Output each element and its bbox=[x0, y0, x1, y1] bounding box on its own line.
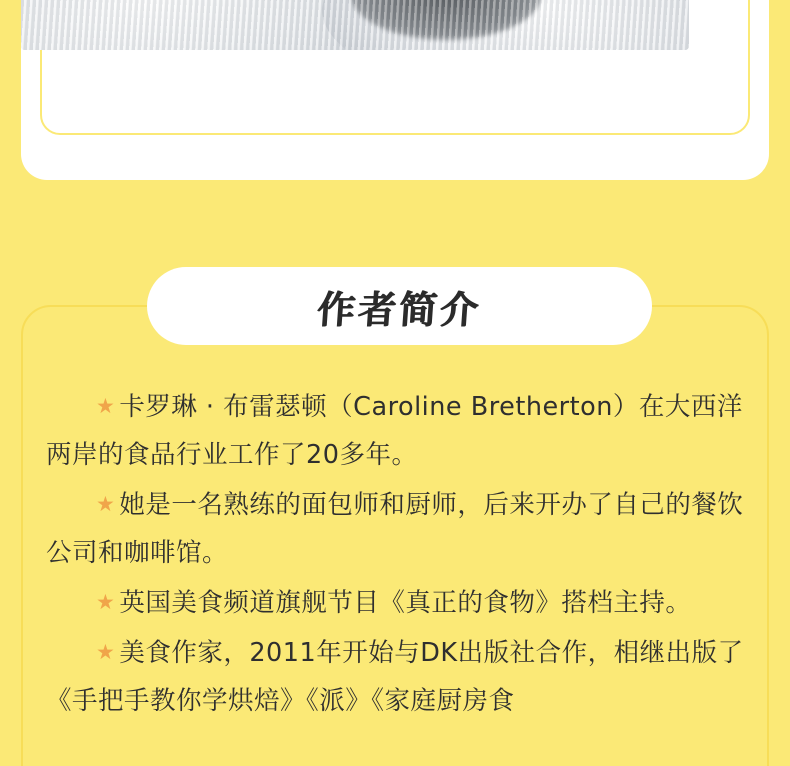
list-item-text: 英国美食频道旗舰节目《真正的食物》搭档主持。 bbox=[119, 588, 692, 618]
list-item bbox=[46, 480, 746, 577]
star-icon: ★ bbox=[96, 590, 116, 614]
list-item-text: 美食作家，2011年开始与DK出版社合作，相继出版了《手把手教你学烘焙》《派》《家庭厨房食 bbox=[46, 638, 744, 716]
author-bio-text bbox=[46, 382, 746, 726]
list-item bbox=[46, 628, 746, 725]
list-item bbox=[46, 382, 746, 479]
star-icon: ★ bbox=[96, 394, 116, 418]
list-item-text: 卡罗琳 · 布雷瑟顿（Caroline Bretherton）在大西洋两岸的食品行业工作了20多年。 bbox=[46, 392, 743, 470]
star-icon: ★ bbox=[96, 492, 116, 516]
list-item-text: 她是一名熟练的面包师和厨师，后来开办了自己的餐饮公司和咖啡馆。 bbox=[46, 490, 744, 568]
section-heading-pill bbox=[147, 267, 652, 345]
star-icon: ★ bbox=[96, 640, 116, 664]
baking-dough-photo bbox=[21, 0, 689, 50]
photo-texture-streaks bbox=[21, 0, 689, 50]
list-item bbox=[46, 578, 746, 627]
page-title: 作者简介 bbox=[315, 287, 483, 332]
